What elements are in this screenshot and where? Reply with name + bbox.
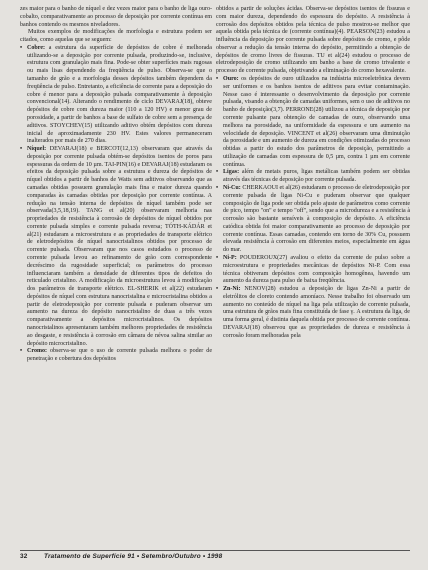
bullet-lead: Zn-Ni: [223, 286, 241, 293]
bullet-text: NENOV(28) estudou a deposição de ligas Zn-Ni a partir de eletrólitos de cloreto contendo amoníaco. Nesse trabalho foi observado um aumento no conteúdo de níquel na liga pela utilização de corrente pulsada, uma estrutura de grãos mais fina constituída de fase γ. A estrutura da liga, de uma forma geral, é distinta daquela obtida por processo de corrente contínua. DEVARAJ(18) observou que as propriedades de dureza e resistência à corrosão foram melhoradas pela [223, 286, 410, 339]
bullet-paragraph [20, 146, 212, 348]
bullet-lead: Cromo: [27, 348, 48, 355]
bullet-paragraph [216, 76, 410, 169]
bullet-lead: Níquel: [27, 146, 47, 153]
bullet-text: DEVARAJ(18) e BERCOT(12,13) observaram que através da deposição por corrente pulsada obtém-se depósitos isentos de poros para espessuras da ordem de 10 µm. TAI-PIN(16) e DEVARAJ(18) estudaram os efeitos da deposição pulsada sobre a estrutura e dureza de depósitos de níquel obtidos a partir de banhos de Watts sem aditivos observando que as camadas obtidas possuem granulação mais fina e maior dureza quando comparadas às camadas obtidas por deposição por corrente contínua. A redução na tensão interna de depósitos de níquel também pode ser observada(3,5,18,19). TANG et al(20) observaram melhoria nas propriedades de resistência à corrosão de depósitos de níquel obtidos por corrente pulsada simples e corrente pulsada reversa; TÓTH-KÁDÁR et al(21) estudaram a microestrutura e as propriedades de transporte elétrico de eletrodepósitos de níquel nanocristalinos obtidos por processo de corrente pulsada. Observaram que nos casos estudados o processo de corrente pulsada levou ao refinamento de grão com correspondente decréscimo da rugosidade superficial; os parâmetros do processo influenciaram também a densidade de diferentes tipos de defeitos do reticulado cristalino. A modificação da microestrutura levou à modificação dos parâmetros de transporte elétrico. EL-SHERIK et al(22) estudaram depósitos de níquel com estrutura nanocristalina e microcristalina obtidos a partir de eletrodeposição por corrente pulsada e puderam observar um aumento na dureza do depósito nanocristalino de duas a três vezes comparativamente a depósitos microcristalinos. Os depósitos nanocristalinos apresentaram também melhores propriedades de resistência ao desgaste, e resistência à corrosão em câmara de névoa salina similar ao depósito microcristalino. [27, 146, 212, 347]
bullet-text: além de metais puros, ligas metálicas também podem ser obtidas através das técnicas de deposição por corrente pulsada. [223, 169, 410, 184]
bullet-lead: Ligas: [223, 169, 240, 176]
bullet-text: CHERKAOUI et al(26) estudaram o processo de eletrodeposição por corrente pulsada de ligas Ni-Cu e puderam observar que qualquer composição de liga pode ser obtida pelo ajuste de parâmetros como corrente de pico, tempo "on" e tempo "off", sendo que a microdureza e a resistência à corrosão são bastante sensíveis à composição de depósito. A eficiência catódica obtida foi maior comparativamente ao processo de deposição por corrente contínua. Essas camadas, contendo em torno de 30% Cu, possuem elevada resistência à corrosão em diferentes meios, especialmente em água do mar. [223, 184, 410, 254]
right-column [216, 6, 410, 341]
bullet-lead: Ni-P: [223, 255, 237, 261]
body-paragraph: Muitos exemplos de modificações de morfologia e estrutura podem ser citados, como aquelas que se seguem: [20, 29, 212, 44]
bullet-paragraph [216, 255, 410, 286]
bullet-paragraph [20, 348, 212, 364]
body-paragraph: zes maior para o banho de níquel e dez vezes maior para o banho de liga ouro-cobalto, comparativamente ao processo de deposição por corrente contínua em banhos contendo os mesmos niveladores. [20, 6, 212, 28]
bullet-text: a estrutura da superfície de depósitos de cobre é melhorada utilizando-se a deposição por corrente pulsada, produzindo-se, inclusive, estrutura com granulação mais fina. Pode-se obter superfícies mais rugosas ou mais lisas dependendo da freqüência de pulso. Observa-se que o tamanho de grão e a morfologia desses depósitos também dependem da freqüência de pulso. Entretanto, a eficiência de corrente para a deposição do cobre é menor para a deposição pulsada comparativamente à deposição convencional(14). Alterando o rendimento de ciclo DEVARAJ(18), obteve depósitos de cobre com dureza maior (110 a 120 HV) e menor grau de porosidade, a partir de banhos a base de sulfato de cobre sem a presença de aditivos. STOYCHEV(15) utilizando aditivo obtém depósitos com dureza inicial de aproximadamente 230 HV. Estes valores permaneceram inalterados por mais de 270 dias. [27, 44, 212, 145]
bullet-lead: Ni-Cu: [223, 184, 241, 191]
bullet-text: observa-se que o uso de corrente pulsada melhora o poder de penetração e cobertura dos depósitos [27, 348, 212, 363]
page-number: 32 [20, 553, 28, 560]
bullet-paragraph [20, 45, 212, 146]
bullet-paragraph [216, 185, 410, 255]
bullet-paragraph [216, 286, 410, 340]
bullet-paragraph [216, 169, 410, 185]
body-paragraph: obtidos a partir de soluções ácidas. Observa-se depósitos isentos de fissuras e com maior dureza, dependendo do espessura do depósito. A resistência à corrosão dos depósitos obtidos pela técnica de pulso mostrou-se melhor que aquela obtida pela técnica de (corrente contínua)(4). PEARSON(23) estudou a influência da deposição por corrente pulsada sobre depósitos de cromo, e pôde observar a redução da tensão interna do depósito, permitindo a obtenção de depósitos de cromo livres de fissuras. TU et al(24) estudou o processo de eletrodeposição de cromo utilizando um banho a base de cromo trivalente e processo de corrente pulsada, objetivando a eliminação do cromo hexavalente. [216, 6, 410, 75]
journal-citation: Tratamento de Superfície 91 • Setembro/Outubro • 1998 [44, 553, 223, 560]
bullet-text: POUDEROUX(27) avaliou o efeito da corrente de pulso sobre a microestrutura e propriedades mecânicas de depósitos Ni-P. Com essa técnica obtiveram depósitos com composição homogênea, havendo um aumento da dureza para pulso de baixa freqüência. [223, 255, 410, 285]
bullet-lead: Cobre: [27, 44, 46, 51]
bullet-text: os depósitos de ouro utilizados na indústria microeletrônica devem ser uniformes e os banhos isentos de aditivos para evitar contaminação. Nesse caso é interessante o desenvolvimento da deposição por corrente pulsada, visando a obtenção de camadas uniformes, sem o uso de aditivos no banho de deposição(3,7). PERRONE(28) utilizou a técnica de deposição por corrente pulsante para obtenção de camadas de ouro, observando uma melhora na porosidade, na uniformidade da espessura e um aumento na velocidade de deposição. VINCENT et al(26) observaram uma diminuição da porosidade e um aumento de dureza em condições otimizadas do processo obtidas a partir do estudo dos parâmetros de deposição, permitindo a utilização de camadas com espessura de 0,5 µm, contra 1 µm em corrente contínua. [223, 76, 410, 168]
left-column [20, 6, 212, 364]
bullet-lead: Ouro: [223, 76, 239, 83]
page-footer [20, 550, 410, 561]
